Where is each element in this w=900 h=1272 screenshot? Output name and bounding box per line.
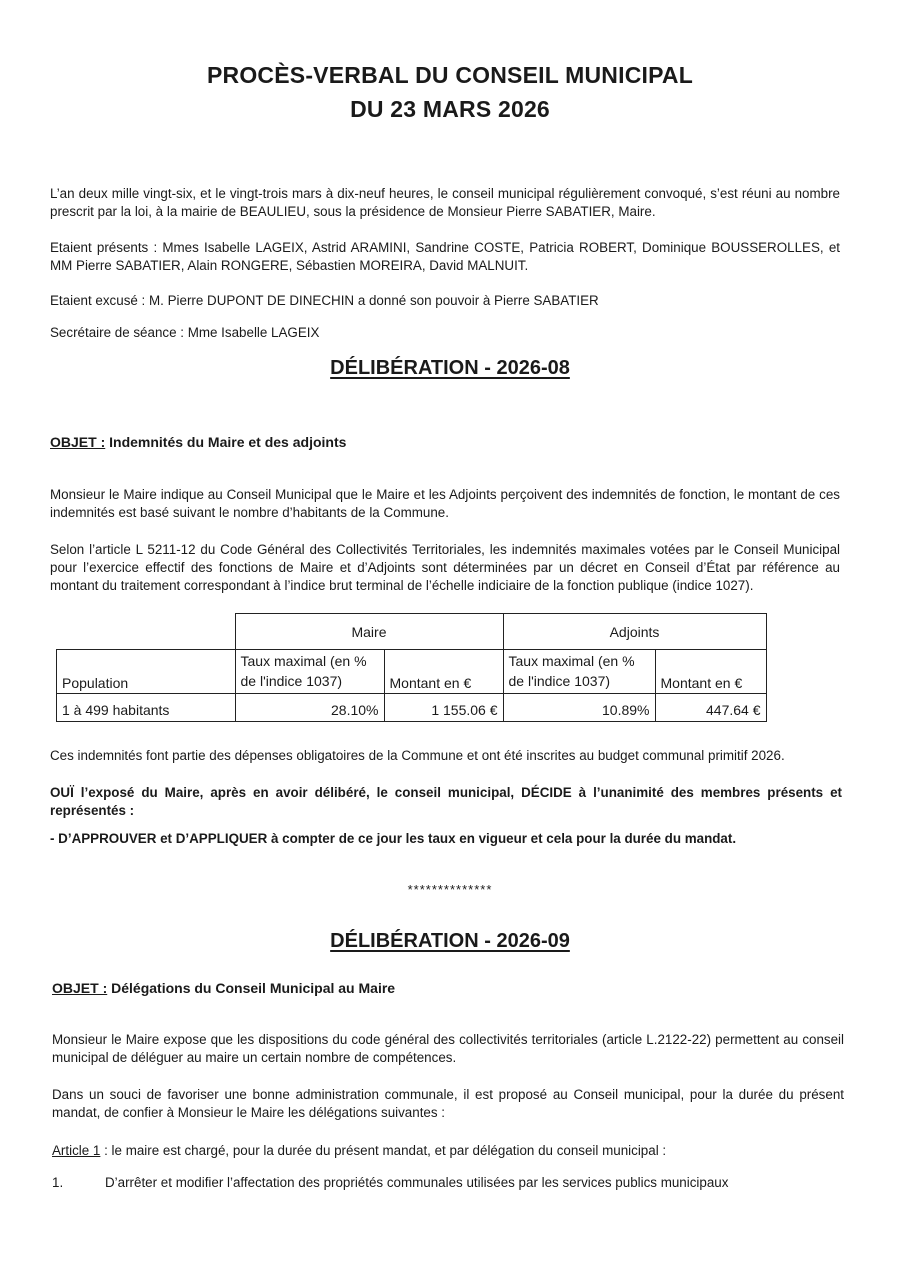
session-secretary: Secrétaire de séance : Mme Isabelle LAGEIX: [50, 325, 320, 340]
table-cell-taux-maire: 28.10%: [235, 694, 384, 722]
delib08-paragraph-1: Monsieur le Maire indique au Conseil Municipal que le Maire et les Adjoints perçoivent des indemnités de fonction, le montant de ces indemnités est basé suivant le nombre d’habitants de la Commune.: [50, 487, 840, 520]
table-cell-montant-adjoints: 447.64 €: [655, 694, 766, 722]
objet-08: [50, 434, 346, 450]
deliberation-heading-08-text: DÉLIBÉRATION - 2026-08: [330, 357, 570, 379]
delib08-paragraph-2: Selon l’article L 5211-12 du Code Général des Collectivités Territoriales, les indemnités maximales votées par le Conseil Municipal pour l’exercice effectif des fonctions de Maire et d’Adjoints sont déterminées par un décret en Conseil d’État par référence au montant du traitement correspondant à l’indice brut terminal de l’échelle indiciaire de la fonction publique (indice 1027).: [50, 542, 840, 593]
table-group-maire: Maire: [235, 614, 503, 650]
table-cell-taux-adjoints: 10.89%: [503, 694, 655, 722]
table-header-montant-maire: Montant en €: [384, 650, 503, 694]
delib09-paragraph-1: Monsieur le Maire expose que les dispositions du code général des collectivités territoriales (article L.2122-22) permettent au conseil municipal de déléguer au maire un certain nombre de compétences.: [52, 1032, 844, 1065]
objet-09: [52, 980, 395, 996]
article-1: [52, 1142, 666, 1160]
article-1-text: : le maire est chargé, pour la durée du présent mandat, et par délégation du conseil municipal :: [104, 1143, 667, 1158]
objet-label: OBJET :: [50, 434, 106, 450]
deliberation-heading-08: [0, 357, 900, 380]
present-members: Etaient présents : Mmes Isabelle LAGEIX, Astrid ARAMINI, Sandrine COSTE, Patricia ROBERT, Dominique BOUSSEROLLES, et MM Pierre SABATIER, Alain RONGERE, Sébastien MOREIRA, David MALNUIT.: [50, 240, 840, 273]
decision-approval: - D’APPROUVER et D’APPLIQUER à compter de ce jour les taux en vigueur et cela pour la durée du mandat.: [50, 831, 737, 846]
objet-label: OBJET :: [52, 980, 108, 996]
decision-statement: OUÏ l’exposé du Maire, après en avoir délibéré, le conseil municipal, DÉCIDE à l’unanimité des membres présents et représentés :: [50, 785, 842, 818]
article-1-label: Article 1: [52, 1143, 101, 1158]
objet-text: Délégations du Conseil Municipal au Maire: [111, 980, 396, 996]
table-header-population: Population: [57, 650, 236, 694]
intro-paragraph: L’an deux mille vingt-six, et le vingt-trois mars à dix-neuf heures, le conseil municipal régulièrement convoqué, s’est réuni au nombre prescrit par la loi, à la mairie de BEAULIEU, sous la présidence de Monsieur Pierre SABATIER, Maire.: [50, 186, 840, 219]
objet-text: Indemnités du Maire et des adjoints: [109, 434, 347, 450]
document-title-line1: PROCÈS-VERBAL DU CONSEIL MUNICIPAL: [206, 62, 693, 88]
table-group-adjoints: Adjoints: [503, 614, 766, 650]
delib09-paragraph-2: Dans un souci de favoriser une bonne administration communale, il est proposé au Conseil municipal, pour la durée du présent mandat, de confier à Monsieur le Maire les délégations suivantes :: [52, 1087, 844, 1120]
table-header-taux-maire: Taux maximal (en % de l'indice 1037): [235, 650, 384, 694]
document-title-line2: DU 23 MARS 2026: [350, 96, 550, 122]
excused-members: Etaient excusé : M. Pierre DUPONT DE DINECHIN a donné son pouvoir à Pierre SABATIER: [50, 293, 599, 308]
deliberation-heading-09-text: DÉLIBÉRATION - 2026-09: [330, 930, 570, 952]
table-header-taux-adjoints: Taux maximal (en % de l'indice 1037): [503, 650, 655, 694]
delib08-paragraph-3: Ces indemnités font partie des dépenses obligatoires de la Commune et ont été inscrites au budget communal primitif 2026.: [50, 748, 785, 763]
table-cell-population: 1 à 499 habitants: [57, 694, 236, 722]
list-item-1-number: 1.: [52, 1175, 64, 1190]
list-item-1-text: D’arrêter et modifier l’affectation des propriétés communales utilisées par les services publics municipaux: [105, 1175, 729, 1190]
table-corner: [57, 614, 236, 650]
section-separator: **************: [407, 882, 493, 897]
indemnity-table: [56, 613, 767, 722]
deliberation-heading-09: [0, 930, 900, 953]
table-header-montant-adjoints: Montant en €: [655, 650, 766, 694]
table-cell-montant-maire: 1 155.06 €: [384, 694, 503, 722]
